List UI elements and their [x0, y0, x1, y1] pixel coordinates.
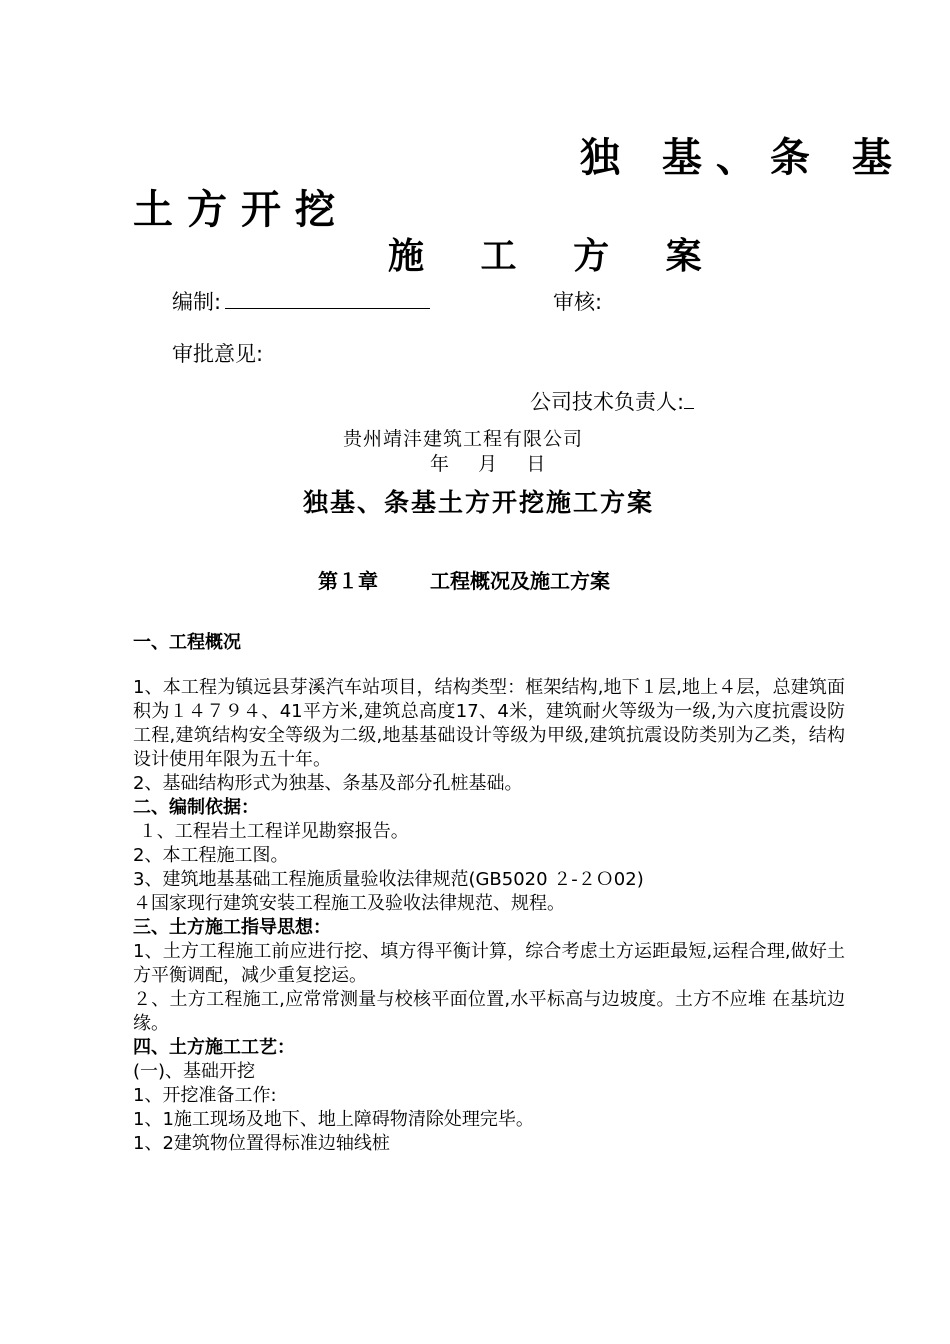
section-heading-guiding: 三、土方施工指导思想： [133, 917, 331, 938]
tech-lead-blank [684, 390, 694, 409]
tech-lead-field [530, 386, 694, 416]
paragraph: 1、1施工现场及地下、地上障碍物清除处理完毕。 [133, 1109, 534, 1130]
tech-lead-label: 公司技术负责人: [530, 390, 685, 414]
paragraph: ４国家现行建筑安装工程施工及验收法律规范、规程。 [133, 893, 565, 914]
paragraph: 2、本工程施工图。 [133, 845, 289, 866]
cover-title-line1: 独 基、条 基 [580, 134, 906, 181]
compiled-blank [225, 288, 430, 309]
section-heading-basis: 二、编制依据： [133, 797, 259, 818]
chapter-title: 工程概况及施工方案 [430, 569, 610, 593]
paragraph: 1、本工程为镇远县芽溪汽车站项目，结构类型：框架结构,地下１层,地上４层，总建筑面积为１４７９４、41平方米,建筑总高度17、4米，建筑耐火等级为一级,为六度抗震设防工程,建筑结构安全等级为二级,地基基础设计等级为甲级,建筑抗震设防类别为乙类，结构设计使用年限为五十年。 [133, 677, 845, 770]
section-heading-process: 四、土方施工工艺： [133, 1037, 295, 1058]
cover-date: 年 月 日 [430, 453, 547, 475]
paragraph: 1、土方工程施工前应进行挖、填方得平衡计算，综合考虑土方运距最短,运程合理,做好土方平衡调配，减少重复挖运。 [133, 941, 845, 986]
paragraph: ２、土方工程施工,应常常测量与校核平面位置,水平标高与边坡度。土方不应堆 在基坑边缘。 [133, 989, 845, 1034]
company-name: 贵州靖沣建筑工程有限公司 [343, 428, 584, 450]
paragraph: 1、2建筑物位置得标准边轴线桩 [133, 1133, 390, 1154]
cover-title-line3: 施 工 方 案 [388, 235, 724, 277]
compiled-field [172, 286, 430, 316]
section-heading-overview: 一、工程概况 [133, 632, 241, 653]
approval-label: 审批意见: [172, 342, 264, 366]
chapter-number: 第１章 [318, 569, 378, 593]
body-content [133, 676, 845, 1156]
cover-title-line2: 土方开挖 [133, 186, 349, 233]
paragraph: 3、建筑地基基础工程施质量验收法律规范(GB5020 ２-２Ｏ02) [133, 869, 644, 890]
paragraph: (一)、基础开挖 [133, 1061, 256, 1082]
review-label: 审核: [553, 290, 603, 314]
paragraph: 1、开挖准备工作: [133, 1085, 277, 1106]
paragraph: １、工程岩土工程详见勘察报告。 [133, 821, 409, 842]
document-title: 独基、条基土方开挖施工方案 [303, 488, 655, 517]
paragraph: 2、基础结构形式为独基、条基及部分孔桩基础。 [133, 773, 523, 794]
compiled-label: 编制: [172, 290, 222, 314]
